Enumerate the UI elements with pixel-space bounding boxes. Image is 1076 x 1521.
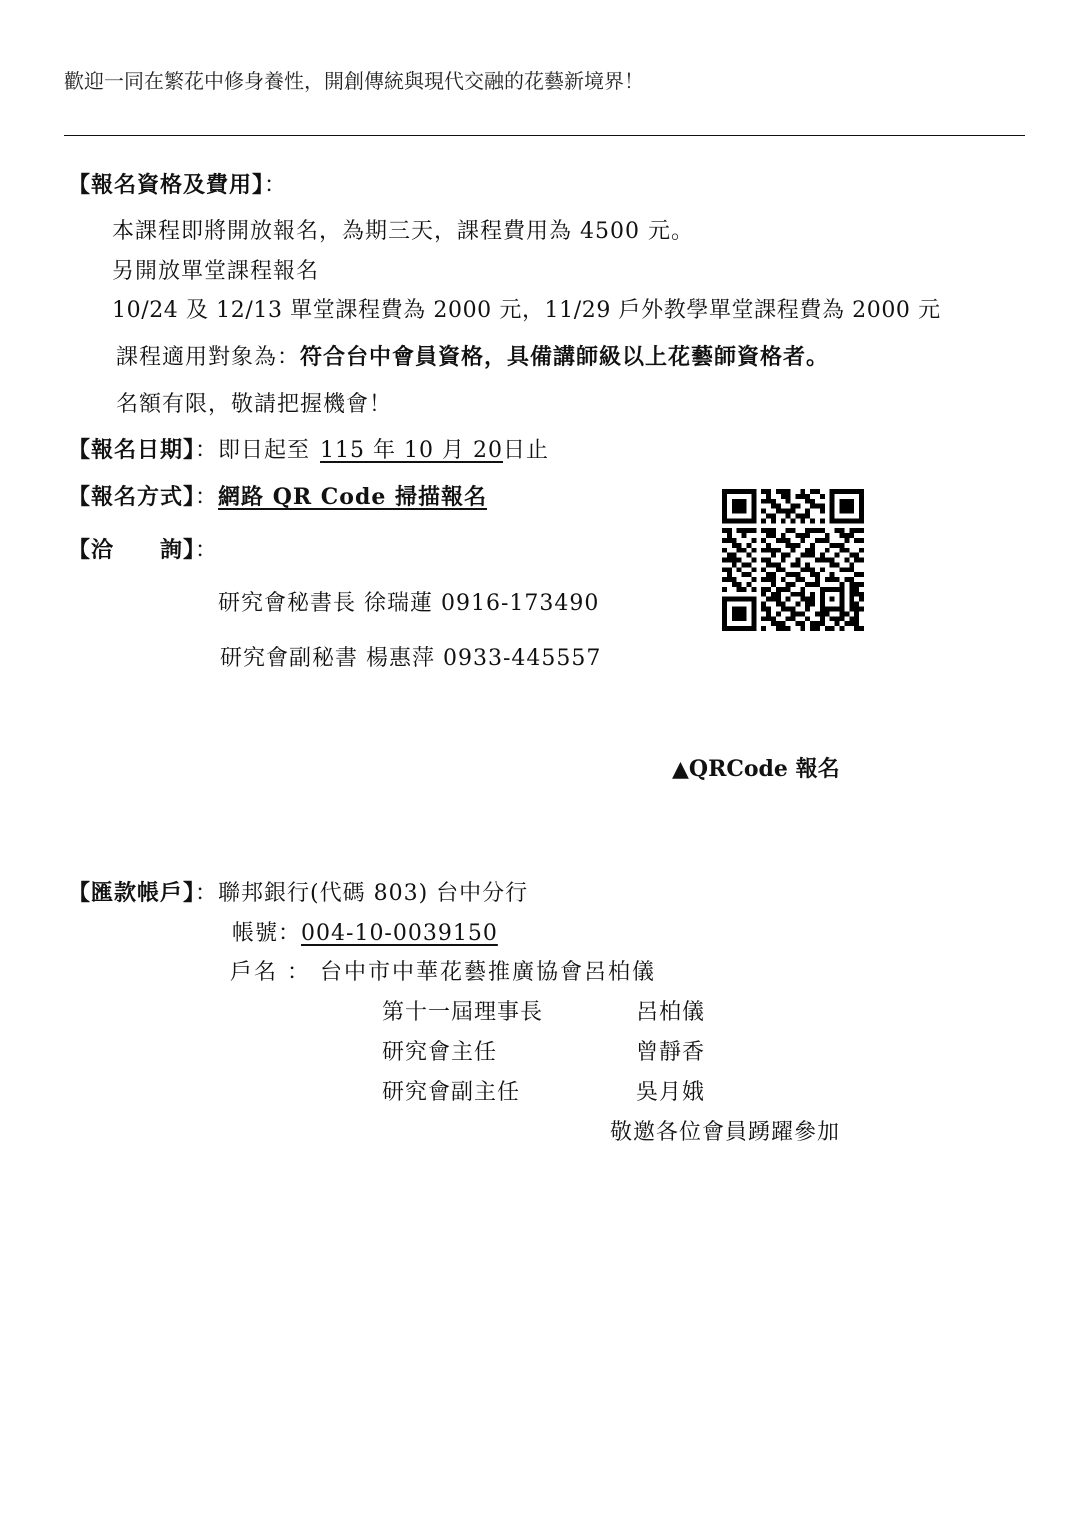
method-row <box>68 482 487 513</box>
date-row <box>68 435 549 466</box>
qualification-line-1: 本課程即將開放報名，為期三天，課程費用為 4500 元。 <box>112 219 694 244</box>
account-heading: 【匯款帳戶】 <box>68 880 196 906</box>
intro-text: 歡迎一同在繁花中修身養性，開創傳統與現代交融的花藝新境界！ <box>64 69 644 93</box>
account-row <box>68 878 528 909</box>
method-value: 網路 QR Code 掃描報名 <box>218 484 488 510</box>
qr-code-icon[interactable] <box>722 489 864 631</box>
date-heading: 【報名日期】 <box>68 437 196 463</box>
qualification-line-5: 名額有限，敬請把握機會！ <box>116 392 393 417</box>
account-bank: ：聯邦銀行(代碼 803) 台中分行 <box>195 881 529 906</box>
account-name: 戶名 ： 台中市中華花藝推廣協會呂柏儀 <box>230 960 656 985</box>
eligibility-prefix: 課程適用對象為： <box>116 345 301 370</box>
eligibility-requirement: 符合台中會員資格，具備講師級以上花藝師資格者。 <box>300 344 830 370</box>
deadline-date: 115 年 10 月 20 <box>320 438 503 463</box>
account-number-label: 帳號： <box>232 921 302 946</box>
account-number: 004-10-0039150 <box>301 921 498 946</box>
qualification-line-4 <box>116 342 829 373</box>
inquiry-colon: ： <box>195 538 219 563</box>
officer-name: 曾靜香 <box>636 1040 706 1065</box>
divider <box>64 135 1025 136</box>
date-suffix: 日止 <box>502 438 549 463</box>
account-number-row <box>232 919 498 949</box>
closing-invitation: 敬邀各位會員踴躍參加 <box>610 1120 841 1145</box>
officer-title: 研究會主任 <box>382 1040 498 1065</box>
contact-deputy-secretary: 研究會副秘書 楊惠萍 0933-445557 <box>220 646 602 671</box>
date-prefix: ：即日起至 <box>195 438 311 463</box>
contact-secretary: 研究會秘書長 徐瑞蓮 0916-173490 <box>218 591 600 616</box>
method-heading: 【報名方式】 <box>68 484 196 510</box>
inquiry-row <box>68 535 218 566</box>
officer-name: 吳月娥 <box>636 1080 706 1105</box>
officer-title: 研究會副主任 <box>382 1080 521 1105</box>
qr-caption: ▲QRCode 報名 <box>672 756 840 782</box>
qualification-line-3: 10/24 及 12/13 單堂課程費為 2000 元，11/29 戶外教學單堂課程費為 2000 元 <box>112 298 941 323</box>
qualification-line-2: 另開放單堂課程報名 <box>112 259 320 284</box>
qualification-heading-row <box>68 170 287 201</box>
officer-name: 呂柏儀 <box>636 1000 706 1025</box>
inquiry-heading: 【洽 詢】 <box>68 537 196 563</box>
qualification-colon: ： <box>264 173 288 198</box>
officer-title: 第十一屆理事長 <box>382 1000 544 1025</box>
qualification-heading: 【報名資格及費用】 <box>68 172 265 198</box>
method-colon: ： <box>195 485 219 510</box>
